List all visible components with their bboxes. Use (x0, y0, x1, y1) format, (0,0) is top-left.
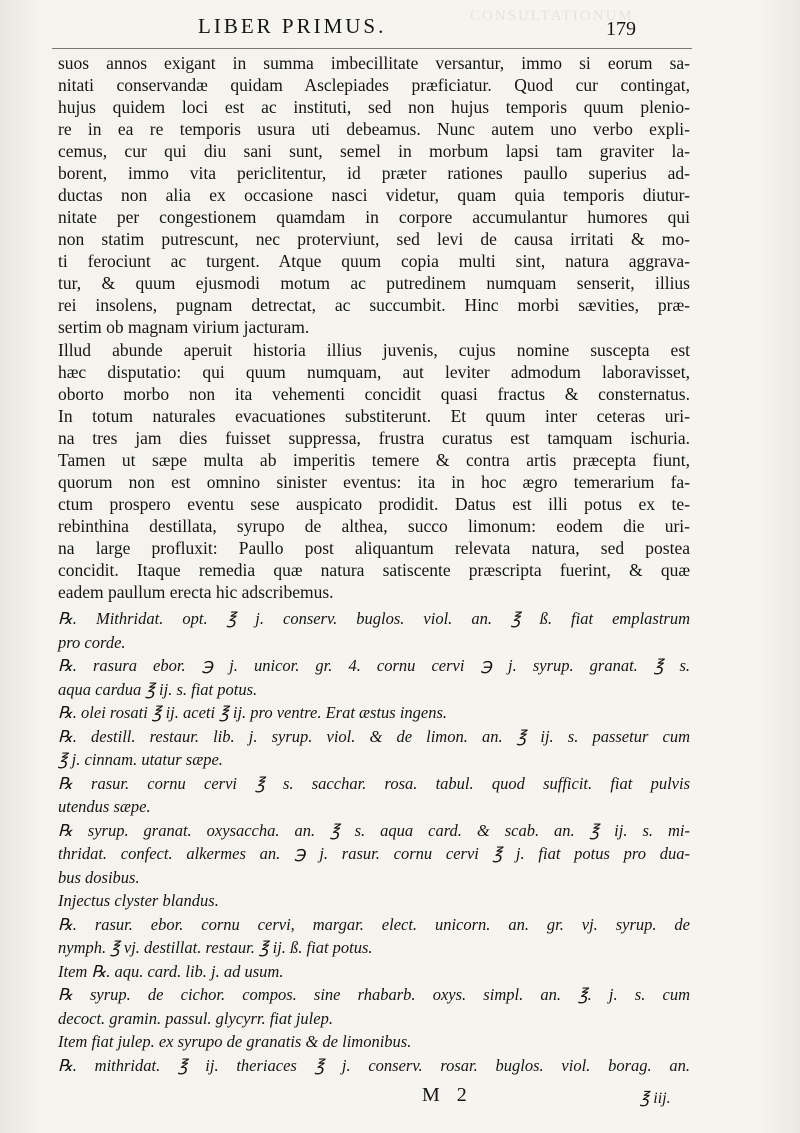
body-line: ti ferociunt ac turgent. Atque quum copia multi sint, natura aggrava- (58, 251, 690, 271)
recipe-line: bus dosibus. (58, 867, 140, 887)
body-line: suos annos exigant in summa imbecillitate versantur, immo si eorum sa- (58, 53, 690, 73)
body-line: non statim putrescunt, nec proterviunt, sed levi de causa irritati & mo- (58, 229, 690, 249)
body-line: re in ea re temporis usura uti debeamus. Nunc autem uno verbo expli- (58, 119, 690, 139)
body-line: nitate per congestionem quamdam in corpore accumulantur humores qui (58, 207, 690, 227)
show-through-text: CONSULTATIONUM (470, 8, 634, 24)
recipe-line: ℞. destill. restaur. lib. j. syrup. viol. & de limon. an. ℥ ij. s. passetur cum (58, 726, 690, 746)
recipe-line: utendus sæpe. (58, 797, 151, 816)
body-line: concidit. Itaque remedia quæ natura satiscente præscripta fuerint, & quæ (58, 560, 690, 580)
body-line: rei insolens, pugnam detrectat, ac succumbit. Hinc morbi sævities, præ- (58, 295, 690, 315)
body-line: hujus quidem loci est ac instituti, sed non hujus temporis quum plenio- (58, 97, 690, 117)
recipe-line: ℞. rasur. ebor. cornu cervi, margar. elect. unicorn. an. gr. vj. syrup. de (58, 914, 690, 934)
body-line: In totum naturales evacuationes substiterunt. Et quum inter ceteras uri- (58, 406, 690, 426)
recipe-line: nymph. ℥ vj. destillat. restaur. ℥ ij. ß. fiat potus. (58, 938, 373, 957)
body-line: ctum prospero eventu sese auspicato prodidit. Datus est illi potus ex te- (58, 494, 690, 514)
recipe-line: decoct. gramin. passul. glycyrr. fiat julep. (58, 1008, 333, 1028)
recipe-line: pro corde. (58, 632, 126, 652)
recipe-line: thridat. confect. alkermes an. ℈ j. rasur. cornu cervi ℥ j. fiat potus pro dua- (58, 844, 690, 863)
body-line: sertim ob magnam virium jacturam. (58, 317, 310, 337)
body-line: Tamen ut sæpe multa ab imperitis temere & contra artis præcepta fiunt, (58, 450, 690, 470)
header-rule (52, 48, 692, 49)
recipe-line: ℞. Mithridat. opt. ℥ j. conserv. buglos. viol. an. ℥ ß. fiat emplastrum (58, 609, 690, 628)
body-line: rebinthina destillata, syrupo de althea, succo limonum: eodem die uri- (58, 516, 690, 536)
body-line: ductas non alia ex occasione nasci videtur, quam quia temporis diutur- (58, 185, 690, 205)
body-line: nitati conservandæ quidam Asclepiades præficiatur. Quod cur contingat, (58, 75, 690, 95)
recipe-line: Item fiat julep. ex syrupo de granatis & de limonibus. (58, 1032, 412, 1051)
recipe-line: aqua cardua ℥ ij. s. fiat potus. (58, 679, 258, 699)
recipe-line: ℞. olei rosati ℥ ij. aceti ℥ ij. pro ventre. Erat æstus ingens. (58, 703, 448, 722)
body-line: cemus, cur qui diu sani sunt, semel in morbum lapsi tam graviter la- (58, 141, 690, 161)
catchword: ℥ iij. (640, 1090, 671, 1107)
recipe-line: ℞. rasura ebor. ℈ j. unicor. gr. 4. cornu cervi ℈ j. syrup. granat. ℥ s. (58, 656, 690, 675)
recipe-line: ℞. mithridat. ℥ ij. theriaces ℥ j. conserv. rosar. buglos. viol. borag. an. (58, 1055, 690, 1075)
signature-mark: M 2 (422, 1084, 473, 1106)
body-line: tur, & quum ejusmodi motum ac putredinem numquam senserit, illius (58, 273, 690, 293)
body-line: na tres jam dies fuisset suppressa, frustra curatus est tamquam ischuria. (58, 428, 690, 448)
recipe-line: ℞ syrup. granat. oxysaccha. an. ℥ s. aqua card. & scab. an. ℥ ij. s. mi- (58, 820, 690, 840)
body-line: eadem paullum erecta hic adscribemus. (58, 582, 334, 602)
body-line: na large profluxit: Paullo post aliquantum relevata natura, sed postea (58, 538, 690, 558)
recipe-line: ℥ j. cinnam. utatur sæpe. (58, 750, 223, 769)
recipe-line: ℞ syrup. de cichor. compos. sine rhabarb. oxys. simpl. an. ℥. j. s. cum (58, 985, 690, 1004)
body-line: Illud abunde aperuit historia illius juvenis, cujus nomine suscepta est (58, 340, 690, 360)
running-head: LIBER PRIMUS. (198, 14, 387, 38)
body-line: quorum non est omnino sinister eventus: ita in hoc ægro temerarium fa- (58, 472, 690, 492)
body-text (58, 52, 690, 1077)
recipe-line: Injectus clyster blandus. (58, 891, 219, 910)
recipe-line: ℞ rasur. cornu cervi ℥ s. sacchar. rosa. tabul. quod sufficit. fiat pulvis (58, 773, 690, 793)
recipe-line: Item ℞. aqu. card. lib. j. ad usum. (58, 961, 284, 981)
page-number: 179 (606, 18, 636, 40)
body-line: borent, immo vita periclitentur, id præter rationes paullo superius ad- (58, 163, 690, 183)
body-line: oborto morbo non ita vehementi concidit quasi fractus & consternatus. (58, 384, 690, 404)
body-line: hæc disputatio: qui quum numquam, aut leviter admodum laboravisset, (58, 362, 690, 382)
